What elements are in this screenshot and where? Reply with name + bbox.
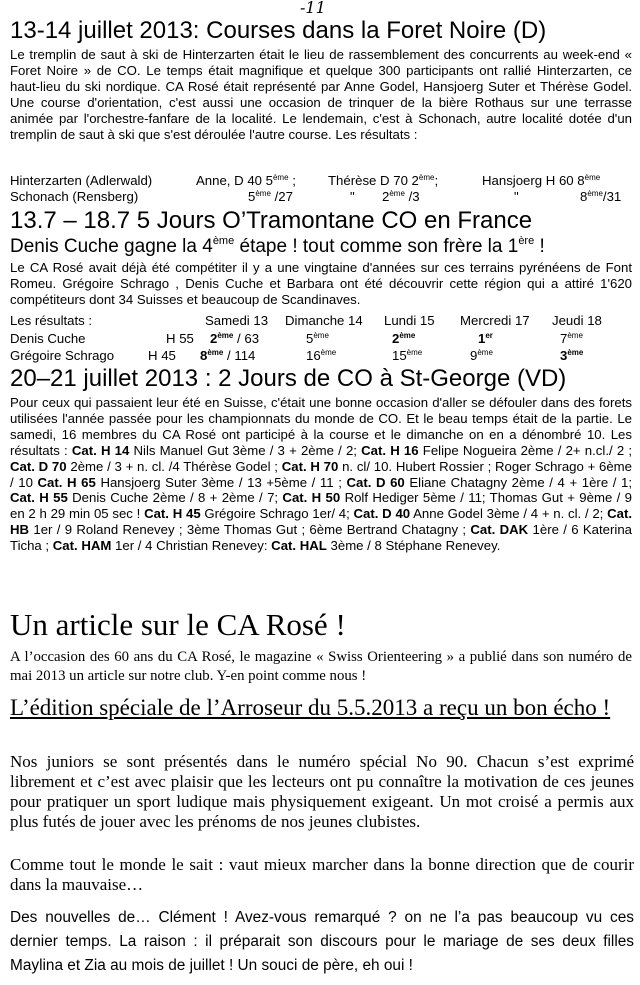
result-day2: 16ème xyxy=(306,348,337,363)
results-label: Les résultats : xyxy=(10,313,93,328)
result-place: Hinterzarten (Adlerwald) xyxy=(10,173,153,188)
result-hansjoerg: 8ème/31 xyxy=(580,189,622,204)
result-day3: 15ème xyxy=(392,348,423,363)
result-cat-h65: Cat. H 65 Hansjoerg Suter 3ème / 13 +5ème / 11 ; xyxy=(37,474,347,490)
result-day3: 2ème xyxy=(392,331,416,346)
section-title-arroseur: L’édition spéciale de l’Arroseur du 5.5.2013 a reçu un bon écho ! xyxy=(10,695,611,720)
result-day1: 8ème / 114 xyxy=(200,348,256,363)
result-day1: 2ème / 63 xyxy=(210,331,260,346)
section-body-clement: Des nouvelles de… Clément ! Avez-vous remarqué ? on ne l’a pas beaucoup vu ces dernier temps. La raison : il préparait son discours pour le mariage de ses deux filles Maylina et Zia au mois de juillet ! Un souci de père, eh oui ! xyxy=(10,909,634,974)
result-cat-h70: Cat. H 70 n. cl/ 10. Hubert Rossier ; Roger Schrago + 6ème / 10 xyxy=(10,458,633,490)
runner-name: Grégoire Schrago xyxy=(10,348,115,363)
result-cat-ham: Cat. HAM 1er / 4 Christian Renevey: xyxy=(52,538,272,554)
section-body-article: A l’occasion des 60 ans du CA Rosé, le magazine « Swiss Orienteering » a publié dans son numéro de mai 2013 un article sur notre club. Y-en point comme nous ! xyxy=(10,649,632,684)
ditto-mark: " xyxy=(514,189,519,204)
result-cat-dak: Cat. DAK 1ère / 6 Katerina Ticha ; xyxy=(10,522,633,554)
ditto-mark: " xyxy=(350,189,355,204)
section-title-article: Un article sur le CA Rosé ! xyxy=(10,607,346,642)
day-header: Mercredi 17 xyxy=(460,313,530,328)
day-header: Dimanche 14 xyxy=(285,313,363,328)
result-cat-d40: Cat. D 40 Anne Godel 3ème / 4 + n. cl. / 2; xyxy=(353,506,608,522)
result-therese: 2ème /3 xyxy=(382,189,420,204)
result-cat-d60: Cat. D 60 Eliane Chatagny 2ème / 4 + 1ère / 1; xyxy=(346,474,633,490)
section-body-tramontane: Le CA Rosé avait déjà été compétiter il y a une vingtaine d'années sur ces terrains pyrénéens de Font Romeu. Grégoire Schrago , Denis Cuche et Barbara ont été découvrir cette région qui a attiré 1'620 compétiteurs dont 34 Suisses et beaucoup de Scandinaves. xyxy=(10,260,632,307)
section-quote-arroseur: Comme tout le monde le sait : vaut mieux marcher dans la bonne direction que de courir dans la mauvaise… xyxy=(10,855,634,894)
result-day2: 5ème xyxy=(306,331,329,346)
day-header: Lundi 15 xyxy=(384,313,435,328)
result-cat-h16: Cat. H 16 Felipe Nogueira 2ème / 2+ n.cl./ 2 ; xyxy=(361,442,633,458)
result-anne: Anne, D 40 5ème ; xyxy=(196,173,296,188)
result-place: Schonach (Rensberg) xyxy=(10,189,139,204)
runner-category: H 55 xyxy=(166,331,194,346)
result-anne: 5ème /27 xyxy=(248,189,293,204)
result-hansjoerg: Hansjoerg H 60 8ème xyxy=(482,173,601,188)
result-cat-d70: Cat. D 70 2ème / 3 + n. cl. /4 Thérèse Godel ; xyxy=(10,458,282,474)
runner-name: Denis Cuche xyxy=(10,331,86,346)
result-day4: 1er xyxy=(478,331,493,346)
section-title-st-george: 20–21 juillet 2013 : 2 Jours de CO à St-George (VD) xyxy=(10,365,567,392)
section-subtitle-tramontane: Denis Cuche gagne la 4ème étape ! tout comme son frère la 1ère ! xyxy=(10,235,545,257)
result-therese: Thérèse D 70 2ème; xyxy=(328,173,439,188)
section-body-foret-noire: Le tremplin de saut à ski de Hinterzarten était le lieu de rassemblement des concurrents au week-end « Foret Noire » de CO. Le temps était magnifique et quelque 300 participants ont rallié Hinterzarten, ce haut-lieu du ski nordique. CA Rosé était représenté par Anne Godel, Hansjoerg Suter et Thérèse Godel. Une course d'orientation, c'est aussi une occasion de trinquer de la bière Rothaus sur une terrasse animée par l'orchestre-fanfare de la localité. Le lendemain, c'est à Schonach, autre localité dotée d'un tremplin de saut à ski que s'est déroulée l'autre course. Les résultats : xyxy=(10,47,632,142)
result-day4: 9ème xyxy=(470,348,493,363)
result-cat-h55: Cat. H 55 Denis Cuche 2ème / 8 + 2ème / 7; xyxy=(10,490,283,506)
result-day5: 7ème xyxy=(560,331,583,346)
section-title-tramontane: 13.7 – 18.7 5 Jours O’Tramontane CO en France xyxy=(10,207,533,234)
section-title-foret-noire: 13-14 juillet 2013: Courses dans la Foret Noire (D) xyxy=(10,17,547,44)
page-number: -11 xyxy=(300,0,326,17)
result-day5: 3ème xyxy=(560,348,584,363)
result-cat-hb: Cat. HB 1er / 9 Roland Renevey ; 3ème Thomas Gut ; 6ème Bertrand Chatagny ; xyxy=(10,506,633,538)
result-cat-hal: Cat. HAL 3ème / 8 Stéphane Renevey. xyxy=(271,538,501,554)
runner-category: H 45 xyxy=(148,348,176,363)
section-body-arroseur: Nos juniors se sont présentés dans le numéro spécial No 90. Chacun s’est exprimé librement et c’est avec plaisir que les lecteurs ont pu connaître la motivation de ces jeunes pour pratiquer un sport ludique mais physiquement exigeant. Un mot croisé a permis aux plus futés de jouer avec les prénoms de nos jeunes clubistes. xyxy=(10,752,634,831)
result-cat-h45: Cat. H 45 Grégoire Schrago 1er/ 4; xyxy=(144,506,354,522)
day-header: Samedi 13 xyxy=(205,313,269,328)
day-header: Jeudi 18 xyxy=(552,313,602,328)
result-cat-h14: Cat. H 14 Nils Manuel Gut 3ème / 3 + 2ème / 2; xyxy=(71,442,362,458)
section-body-st-george: Pour ceux qui passaient leur été en Suisse, c'était une bonne occasion d'aller se défouler dans des forets utilisées l'année passée pour les championnats du monde de CO. Et le beau temps était de la partie. Le samedi, 16 membres du CA Rosé ont participé à la course et le dimanche on en a dénombré 10. Les résultats : Cat. H 14 Nils Manuel Gut 3ème / 3 + 2ème / 2; Cat. H 16 Felipe Nogueira 2ème / 2+ n.cl./ 2 ; Cat. D 70 2ème / 3 + n. cl. /4 Thérèse Godel ; Cat. H 70 n. cl/ 10. Hubert Rossier ; Roger Schrago + 6ème / 10 Cat. H 65 Hansjoerg Suter 3ème / 13 +5ème / 11 ; Cat. D 60 Eliane Chatagny 2ème / 4 + 1ère / 1; Cat. H 55 Denis Cuche 2ème / 8 + 2ème / 7; Cat. H 50 Rolf Hediger 5ème / 11; Thomas Gut + 9ème / 9 en 2 h 29 min 05 sec ! Cat. H 45 Grégoire Schrago 1er/ 4; Cat. D 40 Anne Godel 3ème / 4 + n. cl. / 2; Cat. HB 1er / 9 Roland Renevey ; 3ème Thomas Gut ; 6ème Bertrand Chatagny ; Cat. DAK 1ère / 6 Katerina Ticha ; Cat. HAM 1er / 4 Christian Renevey: Cat. HAL 3ème / 8 Stéphane Renevey. xyxy=(10,395,633,554)
result-cat-h50: Cat. H 50 Rolf Hediger 5ème / 11; Thomas Gut + 9ème / 9 en 2 h 29 min 05 sec ! xyxy=(10,490,632,522)
